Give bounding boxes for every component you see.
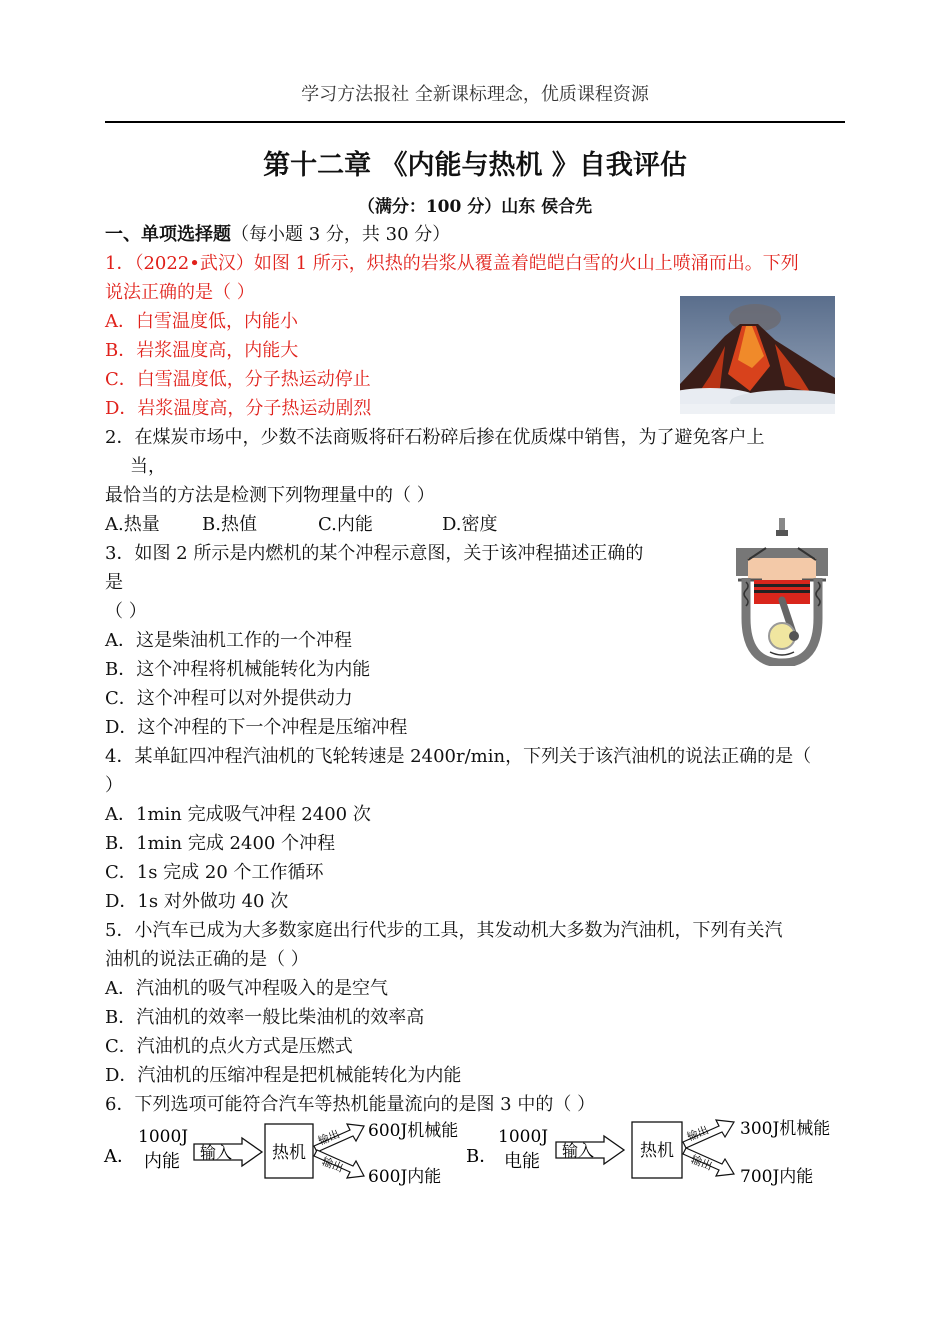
q5-option-a: A．汽油机的吸气冲程吸入的是空气 [105,978,388,999]
diagram-b-out-label-1: 输出 [685,1123,711,1144]
diagram-a-out-label-2: 输出 [319,1154,346,1176]
q4-option-d: D．1s 对外做功 40 次 [105,891,289,912]
q3-option-a: A．这是柴油机工作的一个冲程 [105,630,352,651]
diagram-a-out1: 600J机械能 [368,1121,459,1141]
diagram-b-input-amount: 1000J [498,1127,549,1147]
engine-stroke-figure [732,518,832,666]
q5-option-b: B．汽油机的效率一般比柴油机的效率高 [105,1007,425,1028]
q2-option-a: A.热量 [105,514,160,535]
diagram-a-out2: 600J内能 [368,1167,442,1187]
energy-flow-diagram-b [464,1112,848,1196]
diagram-b-letter: B． [466,1146,498,1167]
q4-option-a: A．1min 完成吸气冲程 2400 次 [105,804,371,825]
section-heading [105,220,450,246]
section-heading-text: 一、单项选择题 [105,224,231,245]
page-subtitle: （满分：100 分）山东 侯合先 [357,197,593,217]
q4-option-b: B．1min 完成 2400 个冲程 [105,833,336,854]
q2-option-b: B.热值 [202,514,257,535]
diagram-b-box: 热机 [640,1141,674,1161]
q6-stem: 6．下列选项可能符合汽车等热机能量流向的是图 3 中的（ ） [105,1094,596,1115]
diagram-a-input-amount: 1000J [138,1127,189,1147]
q2-option-c: C.内能 [318,514,373,535]
q1-option-c: C．白雪温度低，分子热运动停止 [105,369,371,390]
q5-stem-line2: 油机的说法正确的是（ ） [105,949,309,970]
diagram-b-input-type: 电能 [504,1151,540,1172]
q3-stem-line3: （ ） [105,601,147,622]
q1-stem-line1: 1．（2022•武汉）如图 1 所示，炽热的岩浆从覆盖着皑皑白雪的火山上喷涌而出。下列 [105,253,799,274]
q5-stem-line1: 5．小汽车已成为大多数家庭出行代步的工具，其发动机大多数为汽油机，下列有关汽 [105,920,783,941]
q5-option-d: D．汽油机的压缩冲程是把机械能转化为内能 [105,1065,462,1086]
page-header: 学习方法报社 全新课标理念，优质课程资源 [301,84,649,105]
section-note: （每小题 3 分，共 30 分） [231,224,451,245]
q3-stem-line1: 3．如图 2 所示是内燃机的某个冲程示意图，关于该冲程描述正确的 [105,543,644,564]
header-rule [105,121,845,123]
diagram-b-arrow-in: 输入 [562,1141,595,1160]
diagram-a-out-label-1: 输出 [316,1127,342,1148]
q1-option-b: B．岩浆温度高，内能大 [105,340,299,361]
q2-stem-line3: 最恰当的方法是检测下列物理量中的（ ） [105,485,435,506]
q1-option-a: A．白雪温度低，内能小 [105,311,298,332]
q1-option-d: D．岩浆温度高，分子热运动剧烈 [105,398,372,419]
q3-option-c: C．这个冲程可以对外提供动力 [105,688,353,709]
energy-flow-diagram-a [102,1112,462,1196]
page-title: 第十二章 《内能与热机 》自我评估 [263,150,687,181]
diagram-a-input-type: 内能 [144,1151,180,1172]
q3-stem-line2: 是 [105,572,123,593]
q4-stem-line2: ） [105,775,123,796]
q4-stem-line1: 4．某单缸四冲程汽油机的飞轮转速是 2400r/min，下列关于该汽油机的说法正确的是（ [105,746,812,767]
q1-stem-line2: 说法正确的是（ ） [105,282,255,303]
diagram-b-out1: 300J机械能 [740,1119,831,1139]
q3-option-d: D．这个冲程的下一个冲程是压缩冲程 [105,717,408,738]
q2-stem-line2: 当， [130,456,166,477]
q3-option-b: B．这个冲程将机械能转化为内能 [105,659,371,680]
diagram-a-box: 热机 [272,1143,306,1163]
diagram-a-letter: A． [104,1146,135,1167]
diagram-b-out-label-2: 输出 [688,1152,715,1174]
diagram-a-arrow-in: 输入 [200,1143,233,1162]
q2-stem-line1: 2．在煤炭市场中，少数不法商贩将矸石粉碎后掺在优质煤中销售，为了避免客户上 [105,427,765,448]
q5-option-c: C．汽油机的点火方式是压燃式 [105,1036,353,1057]
q4-option-c: C．1s 完成 20 个工作循环 [105,862,324,883]
volcano-figure [680,296,835,414]
diagram-b-out2: 700J内能 [740,1167,814,1187]
q2-option-d: D.密度 [442,514,498,535]
